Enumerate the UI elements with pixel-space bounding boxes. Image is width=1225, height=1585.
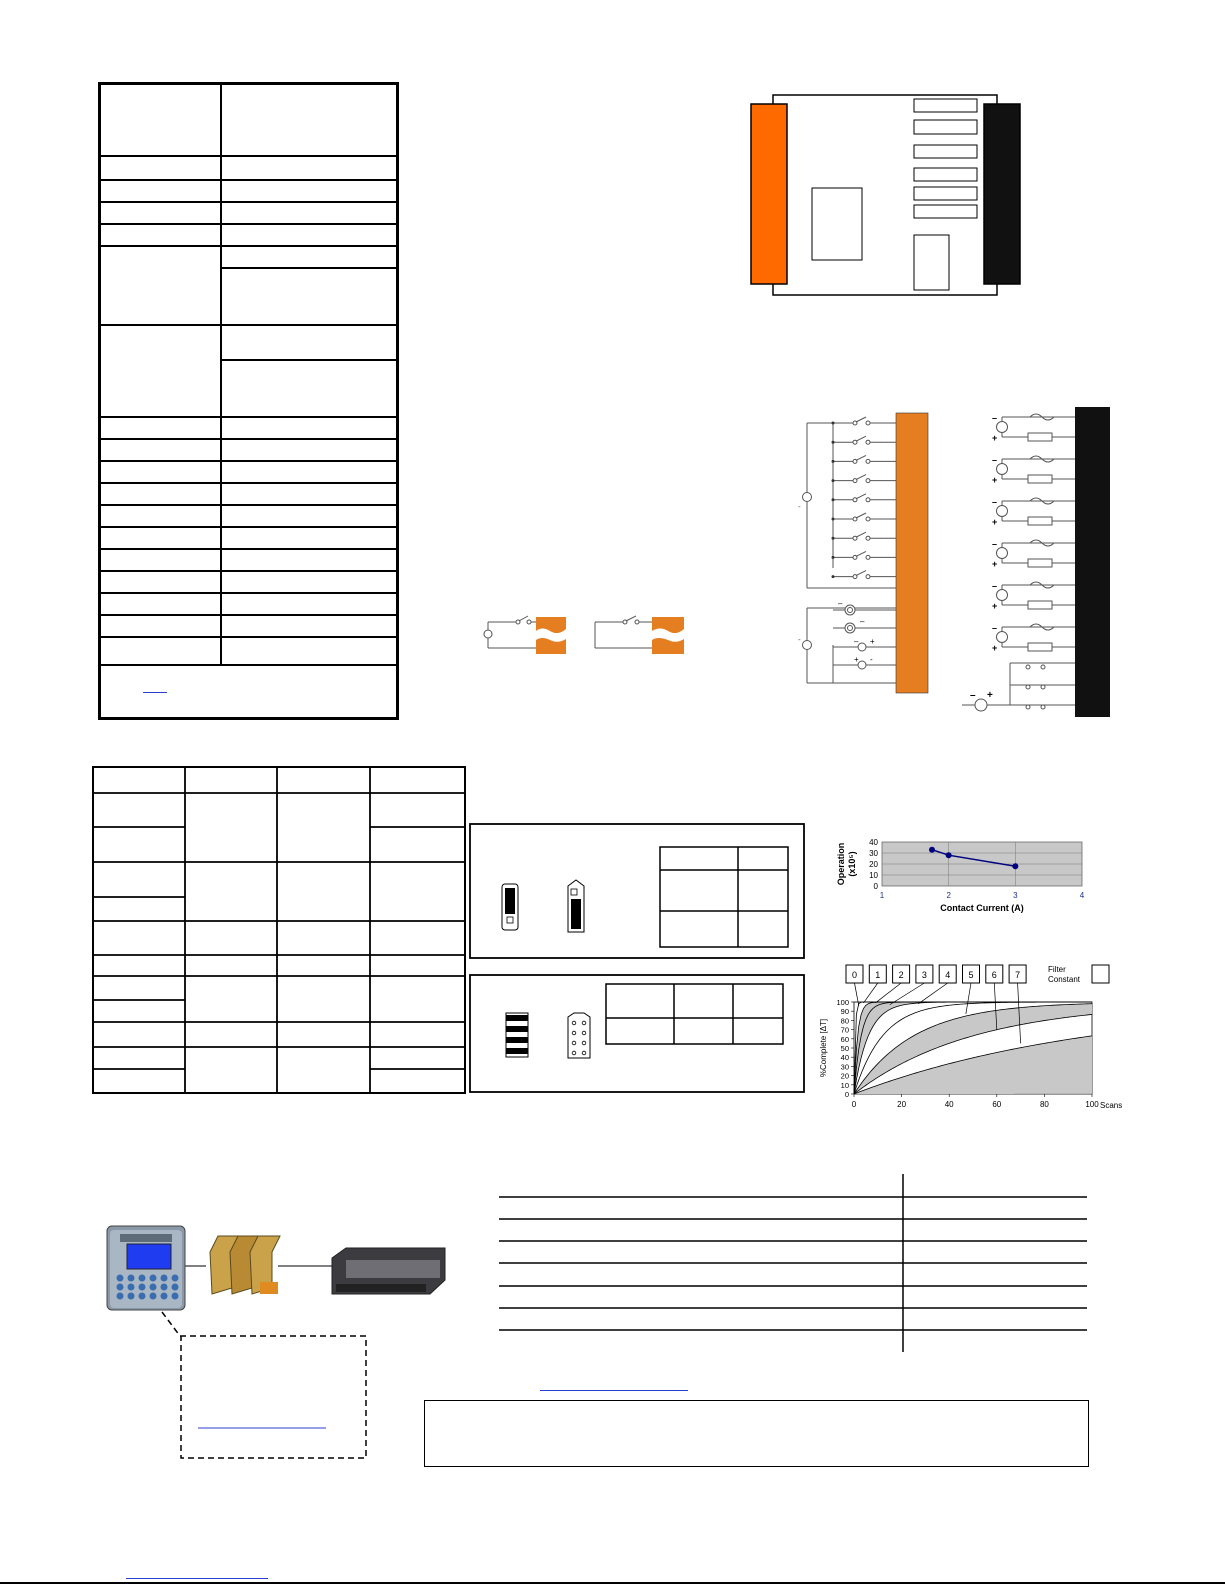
filter-constant-label: 5 <box>968 970 974 980</box>
output-source <box>997 422 1008 433</box>
x-tick-label: 20 <box>897 1100 907 1109</box>
y-axis-label: (x10⁵) <box>847 851 857 877</box>
svg-text:–: – <box>992 581 998 591</box>
x-tick-label: 100 <box>1085 1100 1099 1109</box>
svg-text:–: – <box>992 455 998 465</box>
filter-chart-svg <box>808 962 1138 1122</box>
output-wiring-diagram <box>960 405 1115 720</box>
operation-chart-svg <box>832 836 1102 936</box>
svg-text:+: + <box>854 655 859 664</box>
svg-text:–: – <box>838 599 843 608</box>
load-supply <box>975 699 987 711</box>
x-axis-label: Scans <box>1100 1101 1123 1110</box>
x-tick-label: 2 <box>946 891 951 900</box>
keypad-key <box>117 1275 124 1282</box>
filter-constant-label: 3 <box>921 970 927 980</box>
y-tick-label: 20 <box>869 860 878 869</box>
keypad-key <box>139 1284 146 1291</box>
output-terminal-block <box>1075 407 1110 717</box>
keypad-key <box>150 1293 157 1300</box>
input-connector-orange <box>751 104 787 284</box>
keypad-key <box>161 1284 168 1291</box>
controller-unit <box>107 1226 185 1310</box>
svg-text:+: + <box>992 433 998 443</box>
filter-pointer <box>864 983 878 1003</box>
dip-switch-icon <box>506 1013 528 1057</box>
svg-text:–: – <box>970 690 976 701</box>
relay-output-module <box>332 1248 445 1294</box>
keypad-key <box>161 1293 168 1300</box>
board-layout-diagram <box>745 92 1030 302</box>
y-tick-label: 20 <box>840 1071 849 1081</box>
x-tick-label: 3 <box>1013 891 1018 900</box>
relay-5 <box>914 187 977 200</box>
filter-constant-label: 2 <box>898 970 904 980</box>
svg-text:-: - <box>870 655 873 664</box>
y-tick-label: 30 <box>869 849 878 858</box>
x-axis-label: Contact Current (A) <box>940 903 1024 913</box>
svg-text:-: - <box>798 502 801 511</box>
jumper-open-icon <box>568 880 584 932</box>
svg-text:+: + <box>992 601 998 611</box>
spec-table-column-divider <box>220 85 222 665</box>
svg-text:–: – <box>992 497 998 507</box>
filter-constant-label: 0 <box>851 970 858 980</box>
svg-text:–: – <box>992 539 998 549</box>
load-resistor <box>1028 475 1052 483</box>
keypad-key <box>172 1284 179 1291</box>
keypad-key <box>128 1284 135 1291</box>
relay-2 <box>914 120 977 134</box>
svg-text:+: + <box>992 643 998 653</box>
filter-constant-label: 1 <box>875 970 881 980</box>
svg-text:–: – <box>992 623 998 633</box>
svg-text:+: + <box>992 559 998 569</box>
footer-link[interactable] <box>126 1578 268 1579</box>
legend-label: Constant <box>1048 975 1081 984</box>
y-tick-label: 80 <box>840 1016 849 1026</box>
power-block <box>914 235 949 290</box>
io-module-stack <box>210 1236 280 1294</box>
input-terminal-block <box>896 413 928 693</box>
y-tick-label: 30 <box>840 1062 849 1072</box>
keypad-key <box>150 1275 157 1282</box>
filter-constant-label: 4 <box>945 970 951 980</box>
x-tick-label: 60 <box>992 1100 1002 1109</box>
svg-text:–: – <box>992 413 998 423</box>
svg-text:+: + <box>992 517 998 527</box>
y-tick-label: 90 <box>840 1007 849 1017</box>
y-tick-label: 50 <box>840 1044 849 1053</box>
x-tick-label: 80 <box>1039 1100 1049 1109</box>
dc-source-2 <box>803 641 812 650</box>
filter-constant-label: 7 <box>1015 970 1021 980</box>
data-point <box>1012 863 1018 869</box>
relay-6 <box>914 205 977 218</box>
x-tick-label: 1 <box>879 891 885 900</box>
jumper-selection-box-2 <box>468 973 808 1095</box>
spec-footnote-link[interactable] <box>143 692 167 693</box>
svg-text:+: + <box>870 637 875 646</box>
keypad-key <box>139 1293 146 1300</box>
svg-text:-: - <box>798 635 801 644</box>
keypad-key <box>172 1293 179 1300</box>
input-wiring-diagram <box>790 405 930 700</box>
dc-source-1 <box>803 493 812 502</box>
y-tick-label: 60 <box>840 1034 849 1044</box>
footer-rule <box>0 1582 1225 1584</box>
x-tick-label: 40 <box>944 1100 954 1109</box>
filter-pointer <box>918 983 947 1004</box>
filter-constant-label: 6 <box>991 970 997 980</box>
y-tick-label: 100 <box>836 998 849 1007</box>
keypad-key <box>150 1284 157 1291</box>
legend-box <box>1092 965 1109 983</box>
output-connector-black <box>984 104 1020 284</box>
note-box <box>424 1400 1089 1467</box>
legend-label: Filter <box>1048 965 1066 974</box>
y-tick-label: 40 <box>869 838 878 847</box>
y-tick-label: 10 <box>840 1080 849 1090</box>
y-tick-label: 0 <box>844 1090 849 1099</box>
relay-4 <box>914 168 977 181</box>
jumper-selection-box-1 <box>468 822 808 962</box>
keypad-key <box>172 1275 179 1282</box>
y-tick-label: 40 <box>840 1053 849 1063</box>
y-axis-label: Operation <box>836 842 846 886</box>
y-tick-label: 10 <box>869 871 878 880</box>
relay-1 <box>914 99 977 112</box>
keypad-key <box>117 1284 124 1291</box>
data-point <box>929 847 935 853</box>
output-source <box>997 632 1008 643</box>
svg-text:+: + <box>992 475 998 485</box>
ordering-link[interactable] <box>540 1390 688 1391</box>
output-source <box>997 590 1008 601</box>
load-resistor <box>1028 433 1052 441</box>
y-tick-label: 0 <box>873 882 878 891</box>
svg-text:+: + <box>987 690 993 701</box>
y-axis-label: %Complete [ΔT] <box>819 1018 828 1078</box>
x-tick-label: 4 <box>1079 891 1085 900</box>
svg-text:–: – <box>860 617 865 626</box>
keypad-key <box>128 1293 135 1300</box>
load-resistor <box>1028 643 1052 651</box>
specification-table <box>98 82 399 720</box>
input-contact-sketch-1 <box>478 612 573 660</box>
jumper-closed-icon <box>502 884 518 930</box>
output-source <box>997 548 1008 559</box>
keypad-key <box>117 1293 124 1300</box>
processor-chip <box>812 188 862 260</box>
filter-response-chart <box>808 962 1138 1122</box>
svg-text:–: – <box>854 637 859 646</box>
data-point <box>946 852 952 858</box>
operation-life-chart <box>832 836 1102 936</box>
keypad-key <box>128 1275 135 1282</box>
ordering-info-table <box>495 1172 1090 1357</box>
jumper-settings-table <box>90 764 470 1096</box>
header-pins-icon <box>568 1013 590 1058</box>
output-source <box>997 506 1008 517</box>
load-resistor <box>1028 559 1052 567</box>
relay-3 <box>914 145 977 158</box>
output-source <box>997 464 1008 475</box>
y-tick-label: 70 <box>840 1025 849 1035</box>
system-connection-diagram <box>100 1222 460 1460</box>
load-resistor <box>1028 601 1052 609</box>
keypad-key <box>161 1275 168 1282</box>
x-tick-label: 0 <box>851 1100 857 1109</box>
keypad-key <box>139 1275 146 1282</box>
filter-pointer <box>890 983 925 1005</box>
load-resistor <box>1028 517 1052 525</box>
input-contact-sketch-2 <box>592 612 687 660</box>
